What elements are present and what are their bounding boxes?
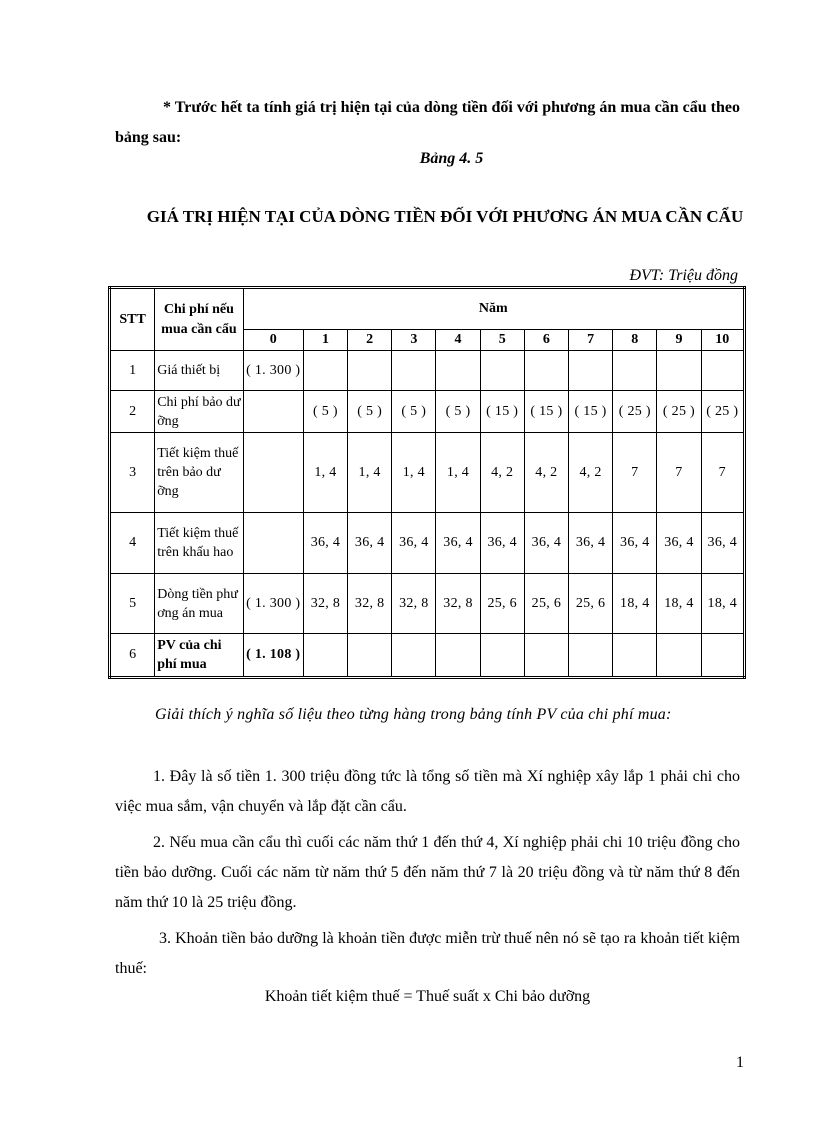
value-cell bbox=[348, 351, 392, 391]
value-cell bbox=[524, 351, 568, 391]
label-cell: Chi phí bảo dư ỡng bbox=[155, 391, 243, 433]
year-cell: 10 bbox=[701, 330, 744, 351]
value-cell bbox=[480, 634, 524, 678]
table-row bbox=[110, 513, 745, 574]
year-cell: 1 bbox=[303, 330, 347, 351]
intro-paragraph: * Trước hết ta tính giá trị hiện tại của dòng tiền đối với phương án mua cần cẩu theo bảng sau: bbox=[115, 99, 740, 146]
year-cell: 8 bbox=[613, 330, 657, 351]
value-cell: 36, 4 bbox=[524, 513, 568, 574]
value-cell: ( 15 ) bbox=[480, 391, 524, 433]
value-cell bbox=[613, 351, 657, 391]
table-row bbox=[110, 574, 745, 634]
value-cell: 32, 8 bbox=[436, 574, 480, 634]
value-cell bbox=[524, 634, 568, 678]
value-cell: ( 25 ) bbox=[657, 391, 701, 433]
year-cell: 6 bbox=[524, 330, 568, 351]
value-cell bbox=[243, 433, 303, 513]
year-cell: 3 bbox=[392, 330, 436, 351]
value-cell: ( 15 ) bbox=[524, 391, 568, 433]
value-cell: 32, 8 bbox=[303, 574, 347, 634]
value-cell: 36, 4 bbox=[657, 513, 701, 574]
value-cell bbox=[243, 391, 303, 433]
stt-cell: 1 bbox=[110, 351, 155, 391]
value-cell: 1, 4 bbox=[348, 433, 392, 513]
paragraph-2: 2. Nếu mua cần cẩu thì cuối các năm thứ 1 đến thứ 4, Xí nghiệp phải chi 10 triệu đồng cho tiền bảo dưỡng. Cuối các năm từ năm thứ 5 đến năm thứ 7 là 20 triệu đồng và từ năm thứ 8 đến năm thứ 10 là 25 triệu đồng. bbox=[115, 834, 740, 911]
formula-line: Khoản tiết kiệm thuế = Thuế suất x Chi bảo dưỡng bbox=[264, 988, 591, 1005]
value-cell: 1, 4 bbox=[303, 433, 347, 513]
value-cell bbox=[436, 351, 480, 391]
value-cell: ( 1. 300 ) bbox=[243, 574, 303, 634]
value-cell bbox=[392, 351, 436, 391]
value-cell bbox=[657, 351, 701, 391]
stt-cell: 2 bbox=[110, 391, 155, 433]
header-stt: STT bbox=[110, 288, 155, 351]
value-cell: 36, 4 bbox=[701, 513, 744, 574]
value-cell bbox=[613, 634, 657, 678]
value-cell bbox=[392, 634, 436, 678]
label-cell: Tiết kiệm thuế trên bảo dư ỡng bbox=[155, 433, 243, 513]
value-cell: 7 bbox=[657, 433, 701, 513]
value-cell: 18, 4 bbox=[701, 574, 744, 634]
value-cell: 7 bbox=[613, 433, 657, 513]
value-cell: 4, 2 bbox=[568, 433, 612, 513]
value-cell: ( 15 ) bbox=[568, 391, 612, 433]
year-cell: 7 bbox=[568, 330, 612, 351]
value-cell: ( 25 ) bbox=[701, 391, 744, 433]
year-cell: 4 bbox=[436, 330, 480, 351]
label-cell: Giá thiết bị bbox=[155, 351, 243, 391]
value-cell: 1, 4 bbox=[436, 433, 480, 513]
header-item: Chi phí nếu mua cần cẩu bbox=[155, 288, 243, 351]
value-cell bbox=[480, 351, 524, 391]
value-cell: 36, 4 bbox=[436, 513, 480, 574]
pv-table bbox=[108, 286, 746, 679]
value-cell bbox=[657, 634, 701, 678]
stt-cell: 6 bbox=[110, 634, 155, 678]
value-cell bbox=[701, 351, 744, 391]
value-cell: 18, 4 bbox=[657, 574, 701, 634]
table-row bbox=[110, 391, 745, 433]
value-cell: 36, 4 bbox=[392, 513, 436, 574]
value-cell bbox=[303, 634, 347, 678]
stt-cell: 4 bbox=[110, 513, 155, 574]
value-cell bbox=[568, 634, 612, 678]
value-cell: 7 bbox=[701, 433, 744, 513]
value-cell: ( 25 ) bbox=[613, 391, 657, 433]
header-row bbox=[110, 288, 745, 330]
value-cell: 25, 6 bbox=[480, 574, 524, 634]
header-year: Năm bbox=[243, 288, 744, 330]
year-cell: 2 bbox=[348, 330, 392, 351]
value-cell: 36, 4 bbox=[613, 513, 657, 574]
paragraph-1: 1. Đây là số tiền 1. 300 triệu đồng tức là tổng số tiền mà Xí nghiệp xây lắp 1 phải chi cho việc mua sắm, vận chuyển và lắp đặt cần cẩu. bbox=[115, 768, 740, 815]
value-cell: 1, 4 bbox=[392, 433, 436, 513]
value-cell bbox=[348, 634, 392, 678]
table-caption: Bảng 4. 5 bbox=[419, 150, 484, 167]
value-cell bbox=[243, 513, 303, 574]
value-cell bbox=[303, 351, 347, 391]
value-cell: 36, 4 bbox=[480, 513, 524, 574]
value-cell: 36, 4 bbox=[568, 513, 612, 574]
value-cell bbox=[436, 634, 480, 678]
value-cell: 36, 4 bbox=[303, 513, 347, 574]
table-title: GIÁ TRỊ HIỆN TẠI CỦA DÒNG TIỀN ĐỐI VỚI PHƯƠNG ÁN MUA CẦN CẨU bbox=[146, 207, 744, 226]
value-cell: 32, 8 bbox=[392, 574, 436, 634]
stt-cell: 5 bbox=[110, 574, 155, 634]
unit-label: ĐVT: Triệu đồng bbox=[629, 267, 738, 284]
stt-cell: 3 bbox=[110, 433, 155, 513]
value-cell: ( 5 ) bbox=[392, 391, 436, 433]
value-cell: 4, 2 bbox=[524, 433, 568, 513]
value-cell: 4, 2 bbox=[480, 433, 524, 513]
year-cell: 0 bbox=[243, 330, 303, 351]
value-cell: ( 5 ) bbox=[436, 391, 480, 433]
explanation-heading: Giải thích ý nghĩa số liệu theo từng hàng trong bảng tính PV của chi phí mua: bbox=[155, 706, 672, 723]
value-cell: 25, 6 bbox=[524, 574, 568, 634]
value-cell bbox=[701, 634, 744, 678]
paragraph-3: 3. Khoản tiền bảo dưỡng là khoản tiền được miễn trừ thuế nên nó sẽ tạo ra khoản tiết kiệm thuế: bbox=[115, 930, 740, 977]
table-row bbox=[110, 634, 745, 678]
value-cell: ( 5 ) bbox=[348, 391, 392, 433]
label-cell: Dòng tiền phư ơng án mua bbox=[155, 574, 243, 634]
value-cell: 32, 8 bbox=[348, 574, 392, 634]
table-row bbox=[110, 433, 745, 513]
label-cell: PV của chi phí mua bbox=[155, 634, 243, 678]
value-cell: 25, 6 bbox=[568, 574, 612, 634]
table-row bbox=[110, 351, 745, 391]
year-cell: 5 bbox=[480, 330, 524, 351]
value-cell: 18, 4 bbox=[613, 574, 657, 634]
value-cell bbox=[568, 351, 612, 391]
year-cell: 9 bbox=[657, 330, 701, 351]
value-cell: 36, 4 bbox=[348, 513, 392, 574]
value-cell: ( 5 ) bbox=[303, 391, 347, 433]
label-cell: Tiết kiệm thuế trên khấu hao bbox=[155, 513, 243, 574]
page-number: 1 bbox=[736, 1054, 744, 1071]
value-cell: ( 1. 108 ) bbox=[243, 634, 303, 678]
value-cell: ( 1. 300 ) bbox=[243, 351, 303, 391]
